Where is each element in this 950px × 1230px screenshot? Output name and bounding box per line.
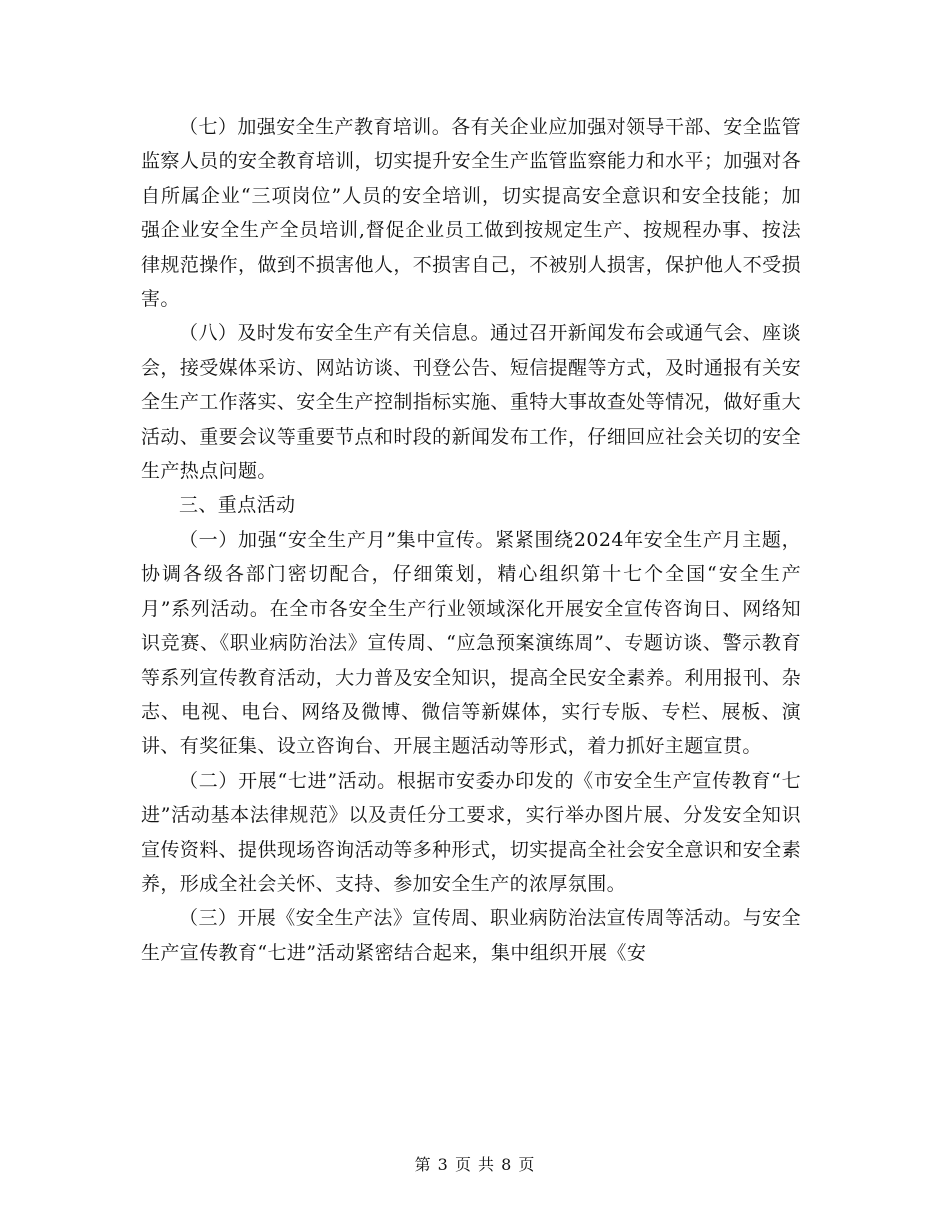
- document-body: [141, 110, 801, 970]
- paragraph-three-law-week: （三）开展《安全生产法》宣传周、职业病防治法宣传周等活动。与安全生产宣传教育“七进”活动紧密结合起来，集中组织开展《安: [141, 907, 801, 964]
- paragraph-eight-info-release: （八）及时发布安全生产有关信息。通过召开新闻发布会或通气会、座谈会，接受媒体采访、网站访谈、刊登公告、短信提醒等方式，及时通报有关安全生产工作落实、安全生产控制指标实施、重特大事故查处等情况，做好重大活动、重要会议等重要节点和时段的新闻发布工作，仔细回应社会关切的安全生产热点问题。: [141, 322, 801, 483]
- paragraph-one-safety-month: （一）加强“安全生产月”集中宣传。紧紧围绕2024年安全生产月主题，协调各级各部门密切配合，仔细策划，精心组织第十七个全国“安全生产月”系列活动。在全市各安全生产行业领域深化开展安全宣传咨询日、网络知识竞赛、《职业病防治法》宣传周、“应急预案演练周”、专题访谈、警示教育等系列宣传教育活动，大力普及安全知识，提高全民安全素养。利用报刊、杂志、电视、电台、网络及微博、微信等新媒体，实行专版、专栏、展板、演讲、有奖征集、设立咨询台、开展主题活动等形式，着力抓好主题宣贯。: [141, 528, 801, 758]
- page-number-footer: 第 3 页 共 8 页: [414, 1155, 536, 1174]
- paragraph-two-seven-entries: （二）开展“七进”活动。根据市安委办印发的《市安全生产宣传教育“七进”活动基本法律规范》以及责任分工要求，实行举办图片展、分发安全知识宣传资料、提供现场咨询活动等多种形式，切实提高全社会安全意识和安全素养，形成全社会关怀、支持、参加安全生产的浓厚氛围。: [141, 769, 801, 895]
- paragraph-seven-training: （七）加强安全生产教育培训。各有关企业应加强对领导干部、安全监管监察人员的安全教育培训，切实提升安全生产监管监察能力和水平；加强对各自所属企业“三项岗位”人员的安全培训，切实提高安全意识和安全技能；加强企业安全生产全员培训,督促企业员工做到按规定生产、按规程办事、按法律规范操作，做到不损害他人，不损害自己，不被别人损害，保护他人不受损害。: [141, 116, 801, 311]
- section-heading-key-activities: 三、重点活动: [179, 494, 296, 517]
